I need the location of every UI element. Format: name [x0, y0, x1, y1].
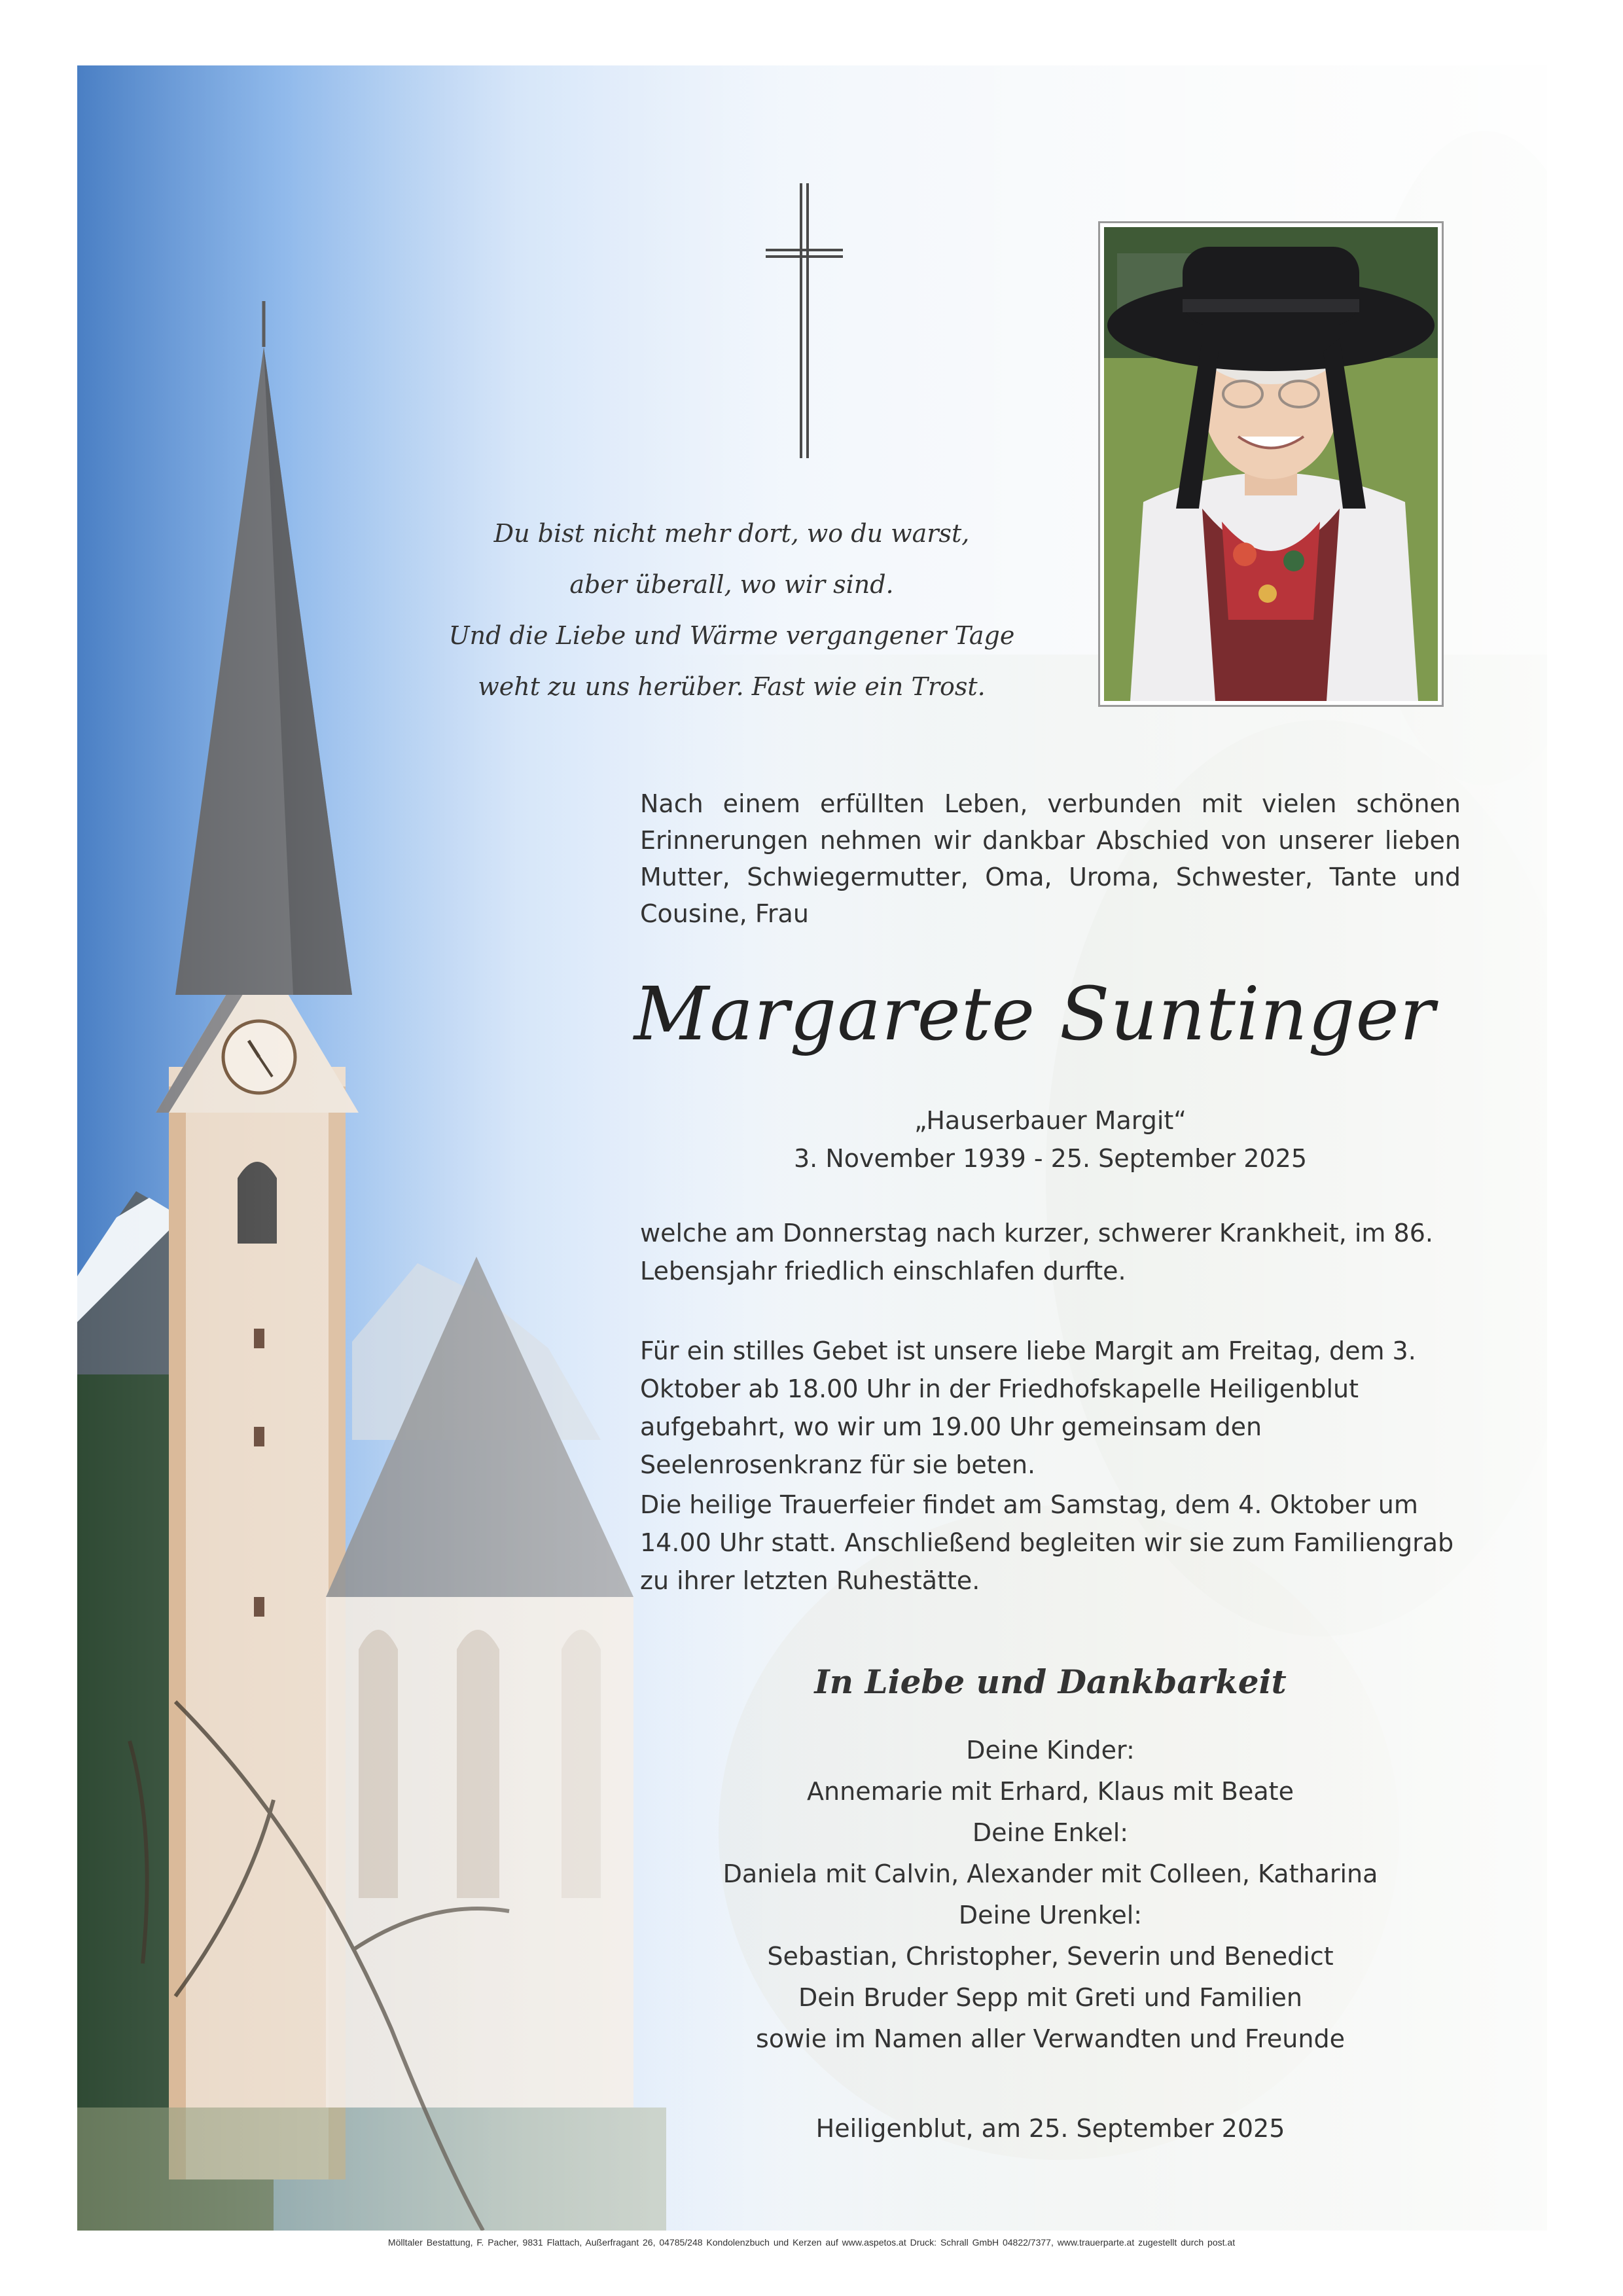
mourner-line: Annemarie mit Erhard, Klaus mit Beate [807, 1777, 1294, 1806]
cross-icon [766, 183, 844, 458]
body-paragraph: welche am Donnerstag nach kurzer, schwerer Krankheit, im 86. Lebensjahr friedlich einschlafen durfte. [640, 1219, 1433, 1285]
place-date: Heiligenblut, am 25. September 2025 [815, 2114, 1285, 2143]
motto-line: Du bist nicht mehr dort, wo du warst, [493, 519, 970, 548]
mourner-line: sowie im Namen aller Verwandten und Freunde [756, 2024, 1345, 2053]
obituary-card [77, 65, 1547, 2231]
body-paragraph: Für ein stilles Gebet ist unsere liebe Margit am Freitag, dem 3. Oktober ab 18.00 Uhr in der Friedhofskapelle Heiligenblut aufgebahrt, wo wir um 19.00 Uhr gemeinsam den Seelenrosenkranz für sie beten. [640, 1336, 1416, 1479]
mourner-line: Daniela mit Calvin, Alexander mit Colleen, Katharina [722, 1859, 1378, 1888]
closing-phrase: In Liebe und Dankbarkeit [814, 1662, 1287, 1701]
deceased-name: Margarete Suntinger [633, 972, 1436, 1057]
body-paragraph: Die heilige Trauerfeier findet am Samstag, dem 4. Oktober um 14.00 Uhr statt. Anschließend begleiten wir sie zum Familiengrab zu ihrer letzten Ruhestätte. [640, 1490, 1454, 1595]
mourner-line: Dein Bruder Sepp mit Greti und Familien [798, 1983, 1303, 2012]
mourner-line: Sebastian, Christopher, Severin und Benedict [767, 1942, 1334, 1971]
mourner-line: Deine Enkel: [972, 1818, 1129, 1847]
motto-line: weht zu uns herüber. Fast wie ein Trost. [478, 672, 986, 701]
intro-paragraph: Nach einem erfüllten Leben, verbunden mit vielen schönen Erinnerungen nehmen wir dankbar Abschied von unserer lieben Mutter, Schwiegermutter, Oma, Uroma, Schwester, Tante und Cousine, Frau [640, 789, 1461, 928]
printer-footer: Mölltaler Bestattung, F. Pacher, 9831 Flattach, Außerfragant 26, 04785/248 Kondolenzbuch und Kerzen auf www.aspetos.at Druck: Schrall GmbH 04822/7377, www.trauerparte.at zugestellt durch post.at [387, 2237, 1236, 2248]
mourner-line: Deine Urenkel: [958, 1901, 1143, 1929]
motto-line: Und die Liebe und Wärme vergangener Tage [448, 621, 1015, 650]
portrait-photo [1098, 221, 1444, 707]
life-dates: 3. November 1939 - 25. September 2025 [793, 1144, 1307, 1173]
motto-line: aber überall, wo wir sind. [569, 570, 894, 599]
deceased-nickname: „Hauserbauer Margit“ [914, 1106, 1186, 1135]
portrait-image [1104, 227, 1438, 701]
mourner-line: Deine Kinder: [966, 1736, 1135, 1765]
